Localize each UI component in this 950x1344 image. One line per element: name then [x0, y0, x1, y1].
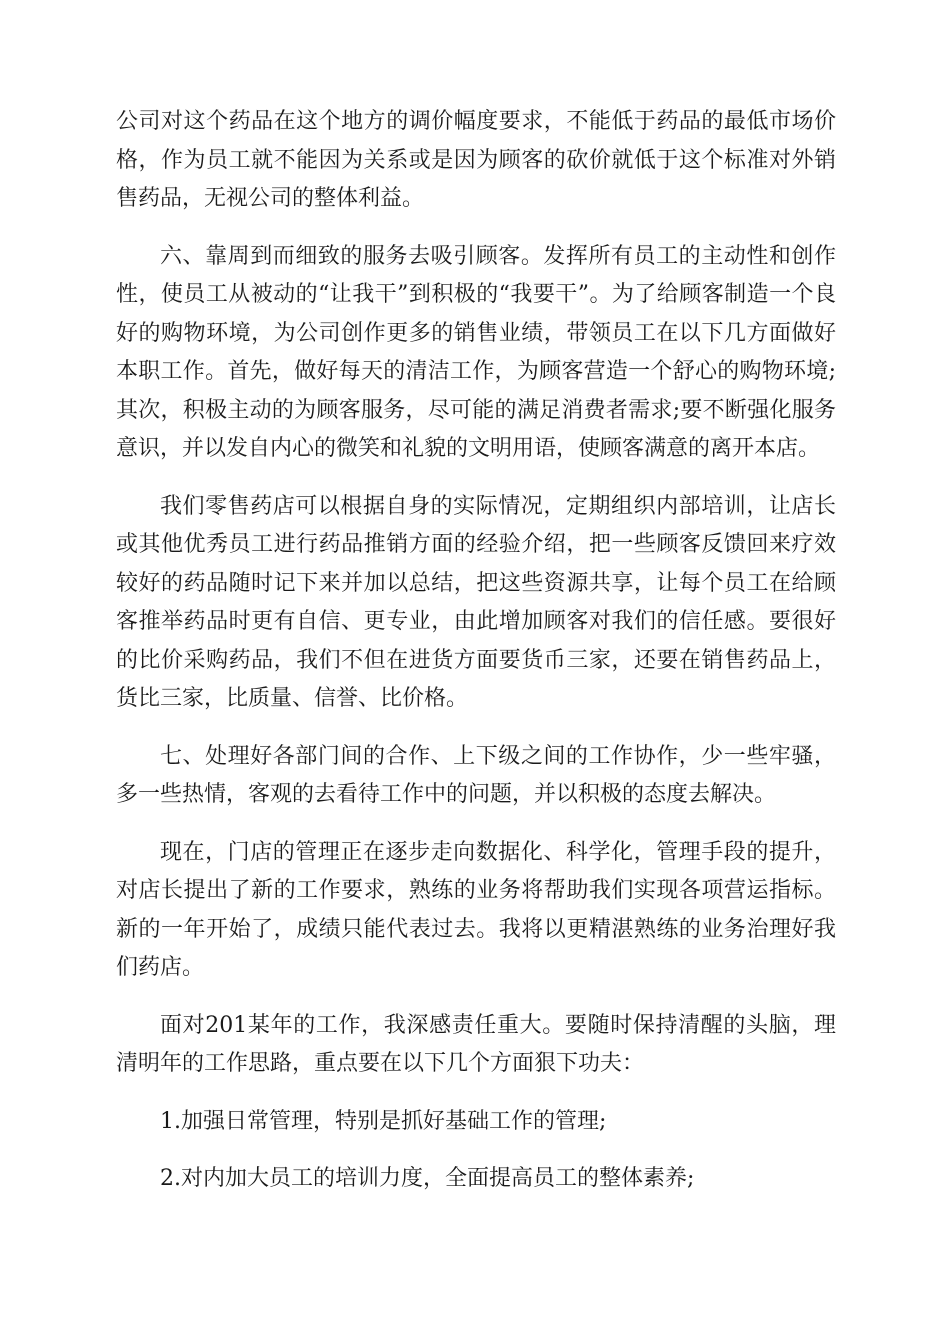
paragraph-next-year: 面对201某年的工作，我深感责任重大。要随时保持清醒的头脑，理清明年的工作思路，重点要在以下几个方面狠下功夫： — [116, 1012, 836, 1076]
list-item: 1.加强日常管理，特别是抓好基础工作的管理; — [160, 1108, 607, 1134]
document-body — [116, 103, 836, 1218]
paragraph-pricing: 公司对这个药品在这个地方的调价幅度要求，不能低于药品的最低市场价格，作为员工就不能因为关系或是因为顾客的砍价就低于这个标准对外销售药品，无视公司的整体利益。 — [116, 109, 836, 211]
list-item: 2.对内加大员工的培训力度，全面提高员工的整体素养; — [160, 1166, 695, 1191]
paragraph-training: 我们零售药店可以根据自身的实际情况，定期组织内部培训，让店长或其他优秀员工进行药品推销方面的经验介绍，把一些顾客反馈回来疗效较好的药品随时记下来并加以总结，把这些资源共享，让每个员工在给顾客推举药品时更有自信、更专业，由此增加顾客对我们的信任感。要很好的比价采购药品，我们不但在进货方面要货币三家，还要在销售药品上，货比三家，比质量、信誉、比价格。 — [116, 493, 836, 711]
paragraph-service: 六、靠周到而细致的服务去吸引顾客。发挥所有员工的主动性和创作性，使员工从被动的“让我干”到积极的“我要干”。为了给顾客制造一个良好的购物环境，为公司创作更多的销售业绩，带领员工在以下几方面做好本职工作。首先，做好每天的清洁工作，为顾客营造一个舒心的购物环境;其次，积极主动的为顾客服务，尽可能的满足消费者需求;要不断强化服务意识，并以发自内心的微笑和礼貌的文明用语，使顾客满意的离开本店。 — [116, 243, 836, 461]
paragraph-management: 现在，门店的管理正在逐步走向数据化、科学化，管理手段的提升，对店长提出了新的工作要求，熟练的业务将帮助我们实现各项营运指标。新的一年开始了，成绩只能代表过去。我将以更精湛熟练的业务治理好我们药店。 — [116, 839, 836, 980]
paragraph-cooperation: 七、处理好各部门间的合作、上下级之间的工作协作，少一些牢骚，多一些热情，客观的去看待工作中的问题，并以积极的态度去解决。 — [116, 743, 836, 807]
